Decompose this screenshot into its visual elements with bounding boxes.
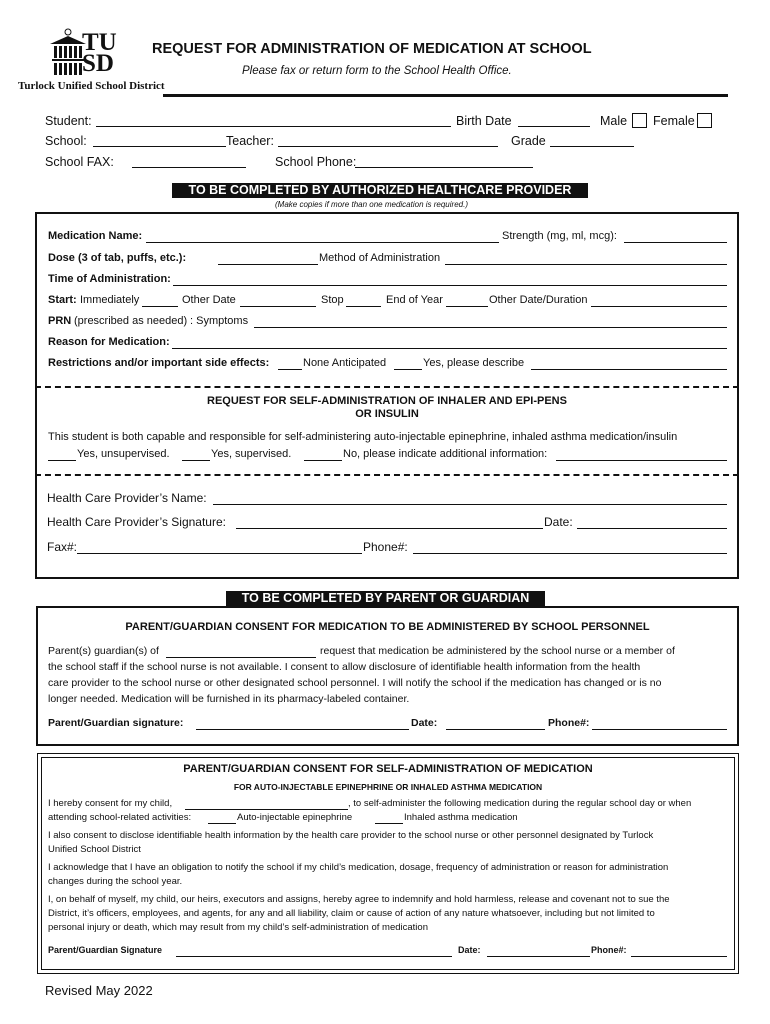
- self-admin-heading: REQUEST FOR SELF-ADMINISTRATION OF INHALER AND EPI-PENS: [207, 395, 567, 407]
- district-name: Turlock Unified School District: [18, 80, 165, 92]
- strength-field[interactable]: [624, 242, 727, 243]
- school-field[interactable]: [93, 146, 226, 147]
- parent-para-prefix: Parent(s) guardian(s) of: [48, 645, 159, 657]
- other-date-label: Other Date: [182, 294, 236, 306]
- dose-field[interactable]: [218, 264, 318, 265]
- consent-rest: , to self-administer the following medication during the regular school day or when: [348, 798, 692, 809]
- disclose-line2: Unified School District: [48, 844, 141, 855]
- inhaled-blank[interactable]: [375, 823, 403, 824]
- birth-date-field[interactable]: [518, 126, 590, 127]
- stop-label: Stop: [321, 294, 344, 306]
- yes-supervised-blank[interactable]: [182, 460, 210, 461]
- indemnify-line1: I, on behalf of myself, my child, our heirs, executors and assigns, hereby agree to indemnify and hold harmless, release and covenant not to sue the: [48, 894, 670, 905]
- immediately-label: Immediately: [80, 294, 140, 306]
- symptoms-field[interactable]: [254, 327, 727, 328]
- grade-label: Grade: [511, 134, 546, 148]
- yes-supervised-label: Yes, supervised.: [211, 448, 292, 460]
- immediately-blank[interactable]: [142, 306, 178, 307]
- provider-name-label: Health Care Provider’s Name:: [47, 491, 207, 505]
- parent-para-line2: the school staff if the school nurse is not available. I consent to allow disclosure of identifiable health information from the health: [48, 661, 641, 673]
- yes-describe-blank[interactable]: [394, 369, 422, 370]
- parent-para-line3: care provider to the school nurse or other designated school personnel. I will notify the school if the medication has changed or is no: [48, 677, 662, 689]
- method-label: Method of Administration: [319, 252, 441, 264]
- teacher-field[interactable]: [278, 146, 498, 147]
- self-admin-date-label: Date:: [458, 945, 481, 955]
- method-field[interactable]: [445, 264, 727, 265]
- student-field[interactable]: [96, 126, 451, 127]
- provider-date-field[interactable]: [577, 528, 727, 529]
- male-label: Male: [600, 114, 628, 128]
- self-admin-heading-line2: OR INSULIN: [355, 408, 419, 420]
- parent-phone-field[interactable]: [592, 729, 727, 730]
- auto-injectable-label: Auto-injectable epinephrine: [237, 812, 353, 823]
- provider-signature-field[interactable]: [236, 528, 543, 529]
- medication-name-label: Medication Name:: [48, 230, 143, 242]
- female-label: Female: [653, 114, 695, 128]
- self-admin-text: This student is both capable and responsible for self-administering auto-injectable epinephrine, inhaled asthma medication/insulin: [48, 431, 678, 443]
- parent-signature-label: Parent/Guardian signature:: [48, 717, 184, 729]
- prn-label: PRN: [48, 315, 72, 327]
- parent-banner: TO BE COMPLETED BY PARENT OR GUARDIAN: [226, 591, 545, 606]
- self-admin-phone-field[interactable]: [631, 956, 727, 957]
- provider-note: (Make copies if more than one medication is required.): [275, 200, 468, 209]
- stop-blank[interactable]: [346, 306, 381, 307]
- provider-banner: TO BE COMPLETED BY AUTHORIZED HEALTHCARE PROVIDER: [172, 183, 588, 198]
- self-admin-signature-field[interactable]: [176, 956, 452, 957]
- dose-label: Dose (3 of tab, puffs, etc.):: [48, 252, 187, 264]
- none-anticipated-blank[interactable]: [278, 369, 302, 370]
- header-rule: [163, 94, 728, 97]
- parent-date-label: Date:: [411, 717, 438, 729]
- acknowledge-line2: changes during the school year.: [48, 876, 183, 887]
- parent-para-line1: request that medication be administered by the school nurse or a member of: [320, 645, 675, 657]
- consent-child-field[interactable]: [185, 809, 348, 810]
- school-label: School:: [45, 134, 87, 148]
- child-name-field[interactable]: [166, 657, 316, 658]
- page-subtitle: Please fax or return form to the School Health Office.: [242, 65, 512, 77]
- indemnify-line2: District, it’s officers, employees, and agents, for any and all liability, claim or cause of action of any nature whatsoever, including but not limited to: [48, 908, 655, 919]
- reason-label: Reason for Medication:: [48, 336, 170, 348]
- other-date-blank[interactable]: [240, 306, 316, 307]
- provider-phone-field[interactable]: [413, 553, 727, 554]
- provider-fax-label: Fax#:: [47, 540, 78, 554]
- district-logo: [18, 28, 165, 94]
- strength-label: Strength (mg, ml, mcg):: [502, 230, 617, 242]
- time-field[interactable]: [173, 285, 727, 286]
- parent-para-line4: longer needed. Medication will be furnished in its pharmacy-labeled container.: [48, 693, 410, 705]
- consent-prefix: I hereby consent for my child,: [48, 798, 173, 809]
- page-title: REQUEST FOR ADMINISTRATION OF MEDICATION AT SCHOOL: [152, 41, 592, 57]
- other-date-duration-label: Other Date/Duration: [489, 294, 588, 306]
- no-additional-label: No, please indicate additional information:: [343, 448, 548, 460]
- reason-field[interactable]: [172, 348, 727, 349]
- parent-signature-field[interactable]: [196, 729, 409, 730]
- no-additional-field[interactable]: [556, 460, 727, 461]
- inhaled-label: Inhaled asthma medication: [404, 812, 518, 823]
- symptoms-label: : Symptoms: [190, 315, 249, 327]
- start-label: Start:: [48, 294, 77, 306]
- provider-signature-label: Health Care Provider’s Signature:: [47, 515, 226, 529]
- parent-consent-heading: PARENT/GUARDIAN CONSENT FOR MEDICATION TO BE ADMINISTERED BY SCHOOL PERSONNEL: [125, 621, 650, 633]
- student-label: Student:: [45, 114, 92, 128]
- self-admin-date-field[interactable]: [487, 956, 590, 957]
- other-date-duration-field[interactable]: [591, 306, 727, 307]
- school-phone-field[interactable]: [355, 167, 533, 168]
- logo-letters: TUSD: [82, 29, 117, 77]
- consent-line2-prefix: attending school-related activities:: [48, 812, 192, 823]
- no-additional-blank[interactable]: [304, 460, 342, 461]
- time-label: Time of Administration:: [48, 273, 171, 285]
- none-anticipated-label: None Anticipated: [303, 357, 387, 369]
- prn-note: (prescribed as needed): [74, 315, 188, 327]
- school-fax-field[interactable]: [132, 167, 246, 168]
- parent-date-field[interactable]: [446, 729, 545, 730]
- self-admin-consent-subheading: FOR AUTO-INJECTABLE EPINEPHRINE OR INHALED ASTHMA MEDICATION: [233, 782, 543, 792]
- female-checkbox[interactable]: [697, 113, 712, 128]
- medication-name-field[interactable]: [146, 242, 499, 243]
- self-admin-phone-label: Phone#:: [591, 945, 627, 955]
- acknowledge-line1: I acknowledge that I have an obligation to notify the school if my child’s medication, dosage, frequency of administration or reason for administration: [48, 862, 669, 873]
- yes-unsupervised-blank[interactable]: [48, 460, 76, 461]
- auto-injectable-blank[interactable]: [208, 823, 236, 824]
- revised-date: Revised May 2022: [45, 983, 153, 998]
- self-admin-consent-heading: PARENT/GUARDIAN CONSENT FOR SELF-ADMINISTRATION OF MEDICATION: [183, 763, 593, 775]
- parent-phone-label: Phone#:: [548, 717, 590, 729]
- school-phone-label: School Phone:: [275, 155, 357, 169]
- self-admin-signature-label: Parent/Guardian Signature: [48, 945, 163, 955]
- male-checkbox[interactable]: [632, 113, 647, 128]
- grade-field[interactable]: [550, 146, 634, 147]
- provider-date-label: Date:: [544, 515, 573, 529]
- provider-name-field[interactable]: [213, 504, 727, 505]
- yes-unsupervised-label: Yes, unsupervised.: [77, 448, 170, 460]
- restrictions-label: Restrictions and/or important side effects:: [48, 357, 270, 369]
- birth-date-label: Birth Date: [456, 114, 512, 128]
- provider-phone-label: Phone#:: [363, 540, 408, 554]
- provider-fax-field[interactable]: [77, 553, 362, 554]
- section-divider: [35, 386, 739, 388]
- end-of-year-blank[interactable]: [446, 306, 488, 307]
- teacher-label: Teacher:: [226, 134, 274, 148]
- yes-describe-field[interactable]: [531, 369, 727, 370]
- end-of-year-label: End of Year: [386, 294, 443, 306]
- indemnify-line3: personal injury or death, which may result from my child’s self-administration of medication: [48, 922, 428, 933]
- section-divider: [35, 474, 739, 476]
- disclose-line1: I also consent to disclose identifiable health information by the health care provider to the school nurse or other personnel designated by Turlock: [48, 830, 654, 841]
- school-fax-label: School FAX:: [45, 155, 114, 169]
- yes-describe-label: Yes, please describe: [423, 357, 525, 369]
